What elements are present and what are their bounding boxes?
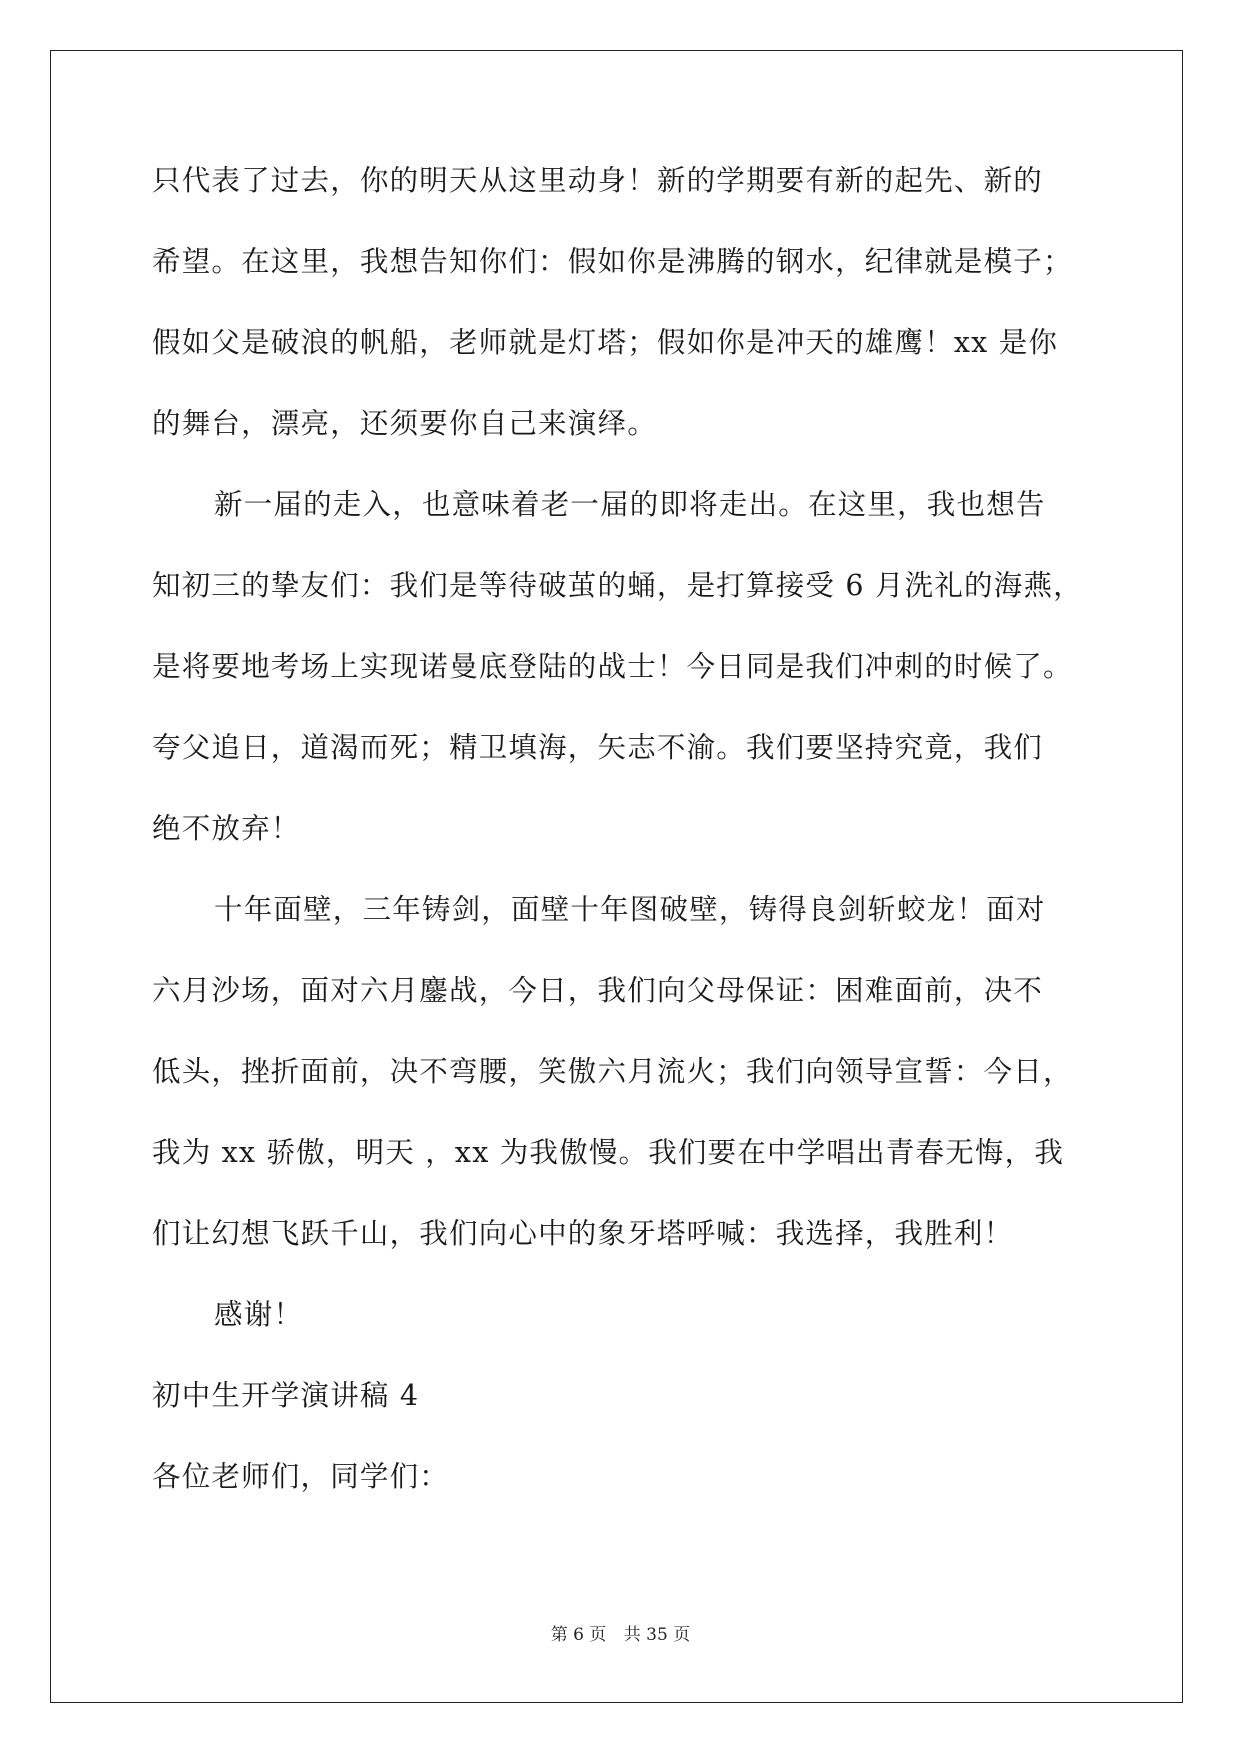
paragraph-start-line: 新一届的走入，也意味着老一届的即将走出。在这里，我也想告	[214, 488, 1046, 521]
text-line: 我为 xx 骄傲，明天 ，xx 为我傲慢。我们要在中学唱出青春无悔，我	[152, 1136, 1065, 1169]
text-line: 的舞台，漂亮，还须要你自己来演绎。	[152, 407, 657, 440]
page-total: 共 35 页	[623, 1625, 691, 1645]
text-line: 绝不放弃！	[152, 812, 301, 845]
page-footer	[0, 1620, 1241, 1645]
thanks-line: 感谢！	[214, 1298, 304, 1331]
salutation-line: 各位老师们，同学们：	[152, 1460, 450, 1493]
section-title: 初中生开学演讲稿 4	[152, 1379, 420, 1412]
text-line: 低头，挫折面前，决不弯腰，笑傲六月流火；我们向领导宣誓：今日，	[152, 1055, 1073, 1088]
text-line: 希望。在这里，我想告知你们：假如你是沸腾的钢水，纪律就是模子；	[152, 245, 1073, 278]
text-line: 是将要地考场上实现诺曼底登陆的战士！今日同是我们冲刺的时候了。	[152, 650, 1073, 683]
page-number: 第 6 页	[550, 1625, 607, 1645]
document-body	[152, 160, 1112, 1537]
text-line: 们让幻想飞跃千山，我们向心中的象牙塔呼喊：我选择，我胜利！	[152, 1217, 1014, 1250]
text-line: 只代表了过去，你的明天从这里动身！新的学期要有新的起先、新的	[152, 164, 1044, 197]
text-line: 六月沙场，面对六月鏖战，今日，我们向父母保证：困难面前，决不	[152, 974, 1044, 1007]
text-line: 知初三的挚友们：我们是等待破茧的蛹，是打算接受 6 月洗礼的海燕，	[152, 569, 1083, 602]
paragraph-start-line: 十年面壁，三年铸剑，面壁十年图破壁，铸得良剑斩蛟龙！面对	[214, 893, 1046, 926]
text-line: 假如父是破浪的帆船，老师就是灯塔；假如你是冲天的雄鹰！xx 是你	[152, 326, 1059, 359]
text-line: 夸父追日，道渴而死；精卫填海，矢志不渝。我们要坚持究竟，我们	[152, 731, 1044, 764]
